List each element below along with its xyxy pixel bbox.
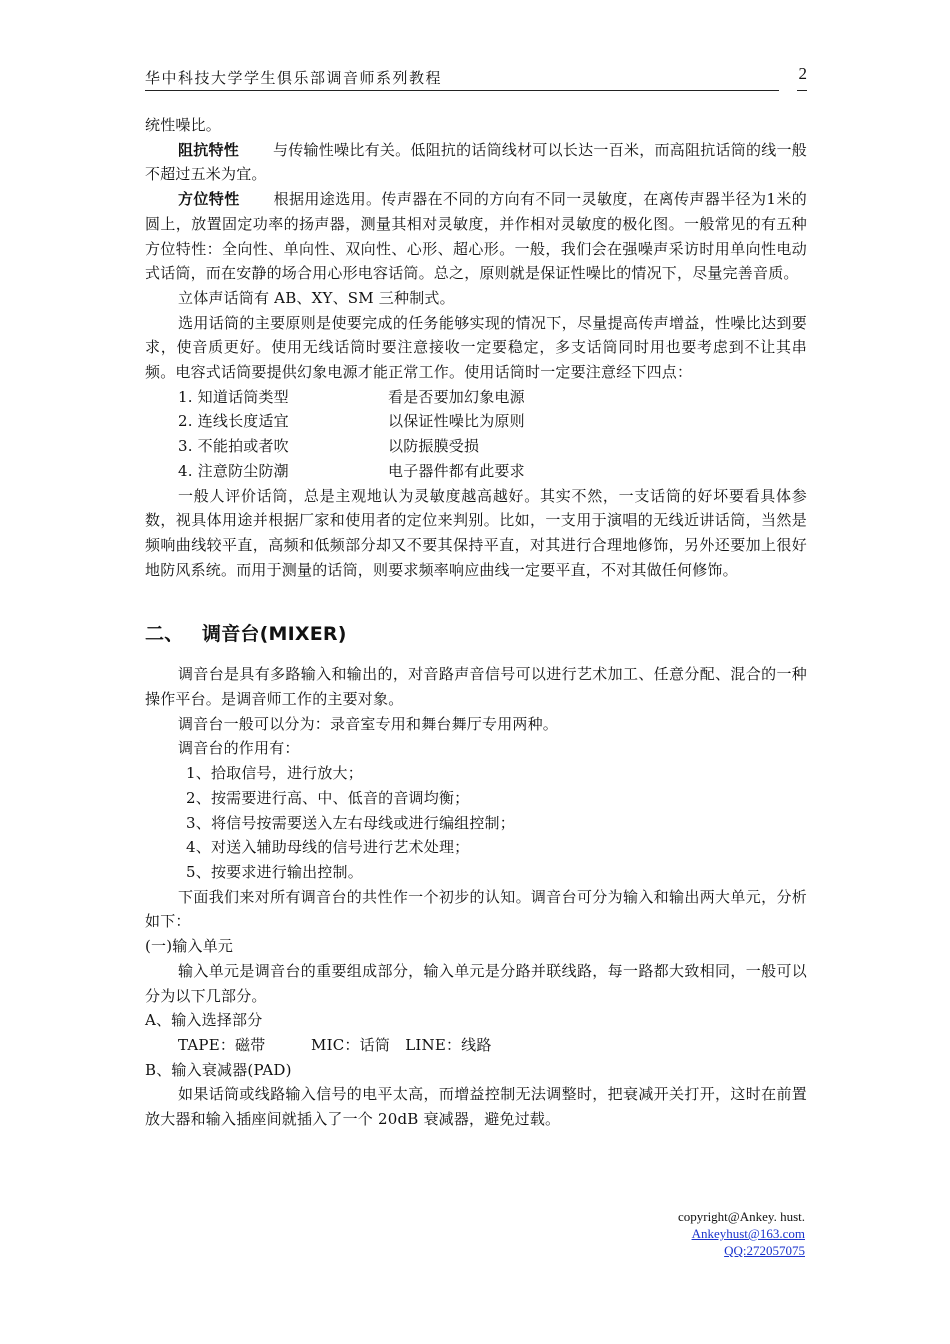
- point-left: 1. 知道话筒类型: [178, 387, 289, 406]
- paragraph: 调音台是具有多路输入和输出的，对音路声音信号可以进行艺术加工、任意分配、混合的一种操作平台。是调音师工作的主要对象。: [145, 665, 807, 709]
- list-item: 4、对送入辅助母线的信号进行艺术处理；: [186, 838, 470, 857]
- paragraph-directivity: [145, 187, 807, 286]
- email-link[interactable]: Ankeyhust@163.com: [691, 1226, 805, 1241]
- list-item: 5、按要求进行输出控制。: [186, 862, 363, 881]
- subsection-heading: (一)输入单元: [145, 937, 234, 956]
- list-item: 3、将信号按需要送入左右母线或进行编组控制；: [186, 813, 515, 832]
- section-heading: [145, 620, 807, 648]
- paragraph: 选用话筒的主要原则是使要完成的任务能够实现的情况下，尽量提高传声增益，性噪比达到要求，使音质更好。使用无线话筒时要注意接收一定要稳定，多支话筒同时用也要考虑到不让其串频。电容式话筒要提供幻象电源才能正常工作。使用话筒时一定要注意经下四点：: [145, 313, 807, 382]
- term-impedance: 阻抗特性: [178, 140, 240, 159]
- page-number-underline: [797, 90, 807, 91]
- paragraph: 调音台的作用有：: [178, 739, 300, 758]
- point-left: 2. 连线长度适宜: [178, 412, 289, 431]
- list-item: [145, 409, 807, 434]
- point-left: 4. 注意防尘防潮: [178, 461, 289, 480]
- item-heading: A、输入选择部分: [145, 1011, 263, 1030]
- page-footer: [678, 1208, 805, 1259]
- header-title: 华中科技大学学生俱乐部调音师系列教程: [145, 69, 443, 87]
- page-number: 2: [798, 64, 807, 83]
- paragraph: 立体声话筒有 AB、XY、SM 三种制式。: [178, 288, 455, 307]
- term-directivity: 方位特性: [178, 190, 240, 209]
- paragraph: 统性噪比。: [145, 116, 222, 134]
- paragraph: 如果话筒或线路输入信号的电平太高，而增益控制无法调整时，把衰减开关打开，这时在前置放大器和输入插座间就插入了一个 20dB 衰减器，避免过载。: [145, 1085, 807, 1129]
- item-heading: B、输入衰减器(PAD): [145, 1060, 292, 1079]
- document-body: [145, 113, 807, 1132]
- paragraph-text: 根据用途选用。传声器在不同的方向有不同一灵敏度，在离传声器半径为1米的圆上，放置固定功率的扬声器，测量其相对灵敏度，并作相对灵敏度的极化图。一般常见的有五种方位特性：全向性、单向性、双向性、心形、超心形。一般，我们会在强噪声采访时用单向性电动式话筒，而在安静的场合用心形电容话筒。总之，原则就是保证性噪比的情况下，尽量完善音质。: [145, 190, 807, 283]
- list-item: 1、拾取信号，进行放大；: [186, 764, 363, 783]
- paragraph-text: 与传输性噪比有关。低阻抗的话筒线材可以长达一百米，而高阻抗话筒的线一般不超过五米为宜。: [145, 140, 807, 184]
- header-divider: [145, 90, 779, 91]
- list-item: [145, 385, 807, 410]
- point-right: 以防振膜受损: [388, 437, 480, 456]
- point-right: 电子器件都有此要求: [388, 461, 525, 480]
- paragraph: 下面我们来对所有调音台的共性作一个初步的认知。调音台可分为输入和输出两大单元，分析如下：: [145, 887, 807, 931]
- paragraph: 调音台一般可以分为：录音室专用和舞台舞厅专用两种。: [178, 714, 559, 733]
- point-left: 3. 不能拍或者吹: [178, 437, 289, 456]
- list-item: 2、按需要进行高、中、低音的音调均衡；: [186, 788, 470, 807]
- list-item: [145, 434, 807, 459]
- point-right: 看是否要加幻象电源: [388, 387, 525, 406]
- paragraph: 输入单元是调音台的重要组成部分，输入单元是分路并联线路，每一路都大致相同，一般可以分为以下几部分。: [145, 961, 807, 1005]
- qq-link[interactable]: QQ:272057075: [724, 1243, 805, 1258]
- paragraph: 一般人评价话筒，总是主观地认为灵敏度越高越好。其实不然，一支话筒的好坏要看具体参数，视具体用途并根据厂家和使用者的定位来判别。比如，一支用于演唱的无线近讲话筒，当然是频响曲线较平直，高频和低频部分却又不要其保持平直，对其进行合理地修饰，另外还要加上很好地防风系统。而用于测量的话筒，则要求频率响应曲线一定要平直，不对其做任何修饰。: [145, 486, 807, 579]
- list-item: [145, 459, 807, 484]
- paragraph-impedance: [145, 138, 807, 187]
- copyright-text: copyright@Ankey. hust.: [677, 1209, 805, 1224]
- point-right: 以保证性噪比为原则: [388, 412, 525, 431]
- section-number: 二、: [145, 623, 184, 646]
- section-title: 调音台(MIXER): [202, 623, 347, 646]
- page-header: [145, 64, 807, 92]
- item-detail: TAPE：磁带 MIC：话筒 LINE：线路: [178, 1035, 492, 1054]
